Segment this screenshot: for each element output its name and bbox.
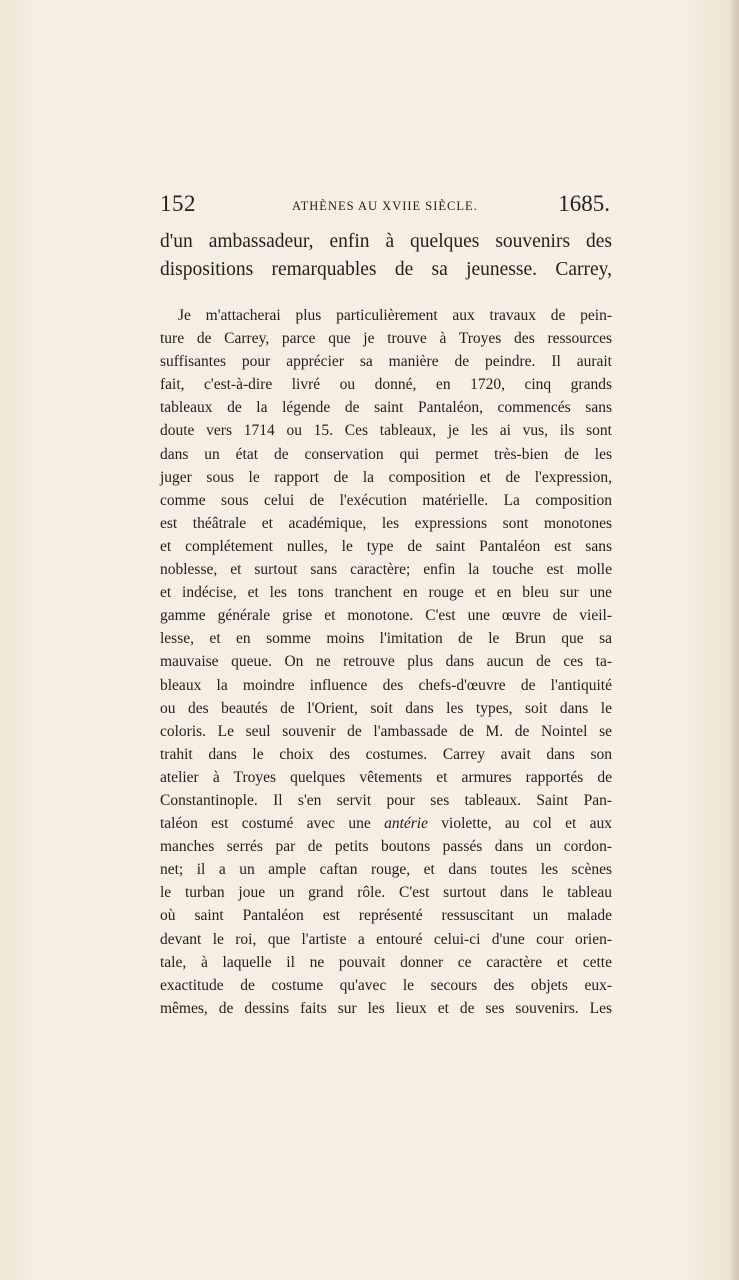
- footnote-line: est théâtrale et académique, les expressions sont monotones: [160, 514, 612, 532]
- italic-term: antérie: [384, 815, 428, 833]
- running-head: [160, 191, 610, 223]
- footnote-line: Je m'attacherai plus particulièrement aux travaux de pein-: [178, 307, 612, 324]
- footnote: [160, 304, 612, 1020]
- footnote-line: tale, à laquelle il ne pouvait donner ce caractère et cette: [160, 953, 612, 971]
- footnote-line: ou des beautés de l'Orient, soit dans les types, soit dans le: [160, 699, 612, 717]
- main-text-line: dispositions remarquables de sa jeunesse. Carrey,: [160, 259, 612, 280]
- footnote-line: tableaux de la légende de saint Pantaléon, commencés sans: [160, 399, 612, 417]
- footnote-line: doute vers 1714 ou 15. Ces tableaux, je les ai vus, ils sont: [160, 422, 612, 440]
- page-number: 152: [160, 191, 196, 216]
- footnote-line: et indécise, et les tons tranchent en rouge et en bleu sur une: [160, 584, 612, 602]
- footnote-line: gamme générale grise et monotone. C'est une œuvre de vieil-: [160, 607, 612, 625]
- page-edge-shadow: [729, 0, 739, 1280]
- footnote-line: noblesse, et surtout sans caractère; enfin la touche est molle: [160, 561, 612, 579]
- footnote-line: net; il a un ample caftan rouge, et dans toutes les scènes: [160, 861, 612, 879]
- footnote-line: Constantinople. Il s'en servit pour ses tableaux. Saint Pan-: [160, 791, 612, 809]
- footnote-line: bleaux la moindre influence des chefs-d'œuvre de l'antiquité: [160, 676, 612, 694]
- running-title: ATHÈNES AU XVIIE SIÈCLE.: [292, 199, 478, 213]
- footnote-line: lesse, et en somme moins l'imitation de le Brun que sa: [160, 630, 612, 648]
- footnote-line: et complétement nulles, le type de saint Pantaléon est sans: [160, 537, 612, 555]
- footnote-line: taléon est costumé avec une antérie violette, au col et aux: [160, 815, 612, 833]
- footnote-line: où saint Pantaléon est représenté ressuscitant un malade: [160, 907, 612, 925]
- footnote-line: exactitude de costume qu'avec le secours des objets eux-: [160, 976, 612, 994]
- main-text-line: d'un ambassadeur, enfin à quelques souvenirs des: [160, 231, 612, 252]
- main-text: [160, 228, 612, 284]
- footnote-line: le turban joue un grand rôle. C'est surtout dans le tableau: [160, 884, 612, 902]
- footnote-line: atelier à Troyes quelques vêtements et armures rapportés de: [160, 768, 612, 786]
- header-year: 1685.: [558, 191, 610, 216]
- footnote-line: dans un état de conservation qui permet très-bien de les: [160, 445, 612, 463]
- footnote-line: trahit dans le choix des costumes. Carrey avait dans son: [160, 745, 612, 763]
- footnote-line: fait, c'est-à-dire livré ou donné, en 1720, cinq grands: [160, 376, 612, 394]
- footnote-line: manches serrés par de petits boutons passés dans un cordon-: [160, 838, 612, 856]
- footnote-line: ture de Carrey, parce que je trouve à Troyes des ressources: [160, 330, 612, 348]
- footnote-line: mêmes, de dessins faits sur les lieux et de ses souvenirs. Les: [160, 999, 612, 1017]
- footnote-line: juger sous le rapport de la composition et de l'expression,: [160, 468, 612, 486]
- footnote-line: devant le roi, que l'artiste a entouré celui-ci d'une cour orien-: [160, 930, 612, 948]
- footnote-line: suffisantes pour apprécier sa manière de peindre. Il aurait: [160, 353, 612, 371]
- footnote-line: comme sous celui de l'exécution matérielle. La composition: [160, 491, 612, 509]
- footnote-line: coloris. Le seul souvenir de l'ambassade de M. de Nointel se: [160, 722, 612, 740]
- footnote-line: mauvaise queue. On ne retrouve plus dans aucun de ces ta-: [160, 653, 612, 671]
